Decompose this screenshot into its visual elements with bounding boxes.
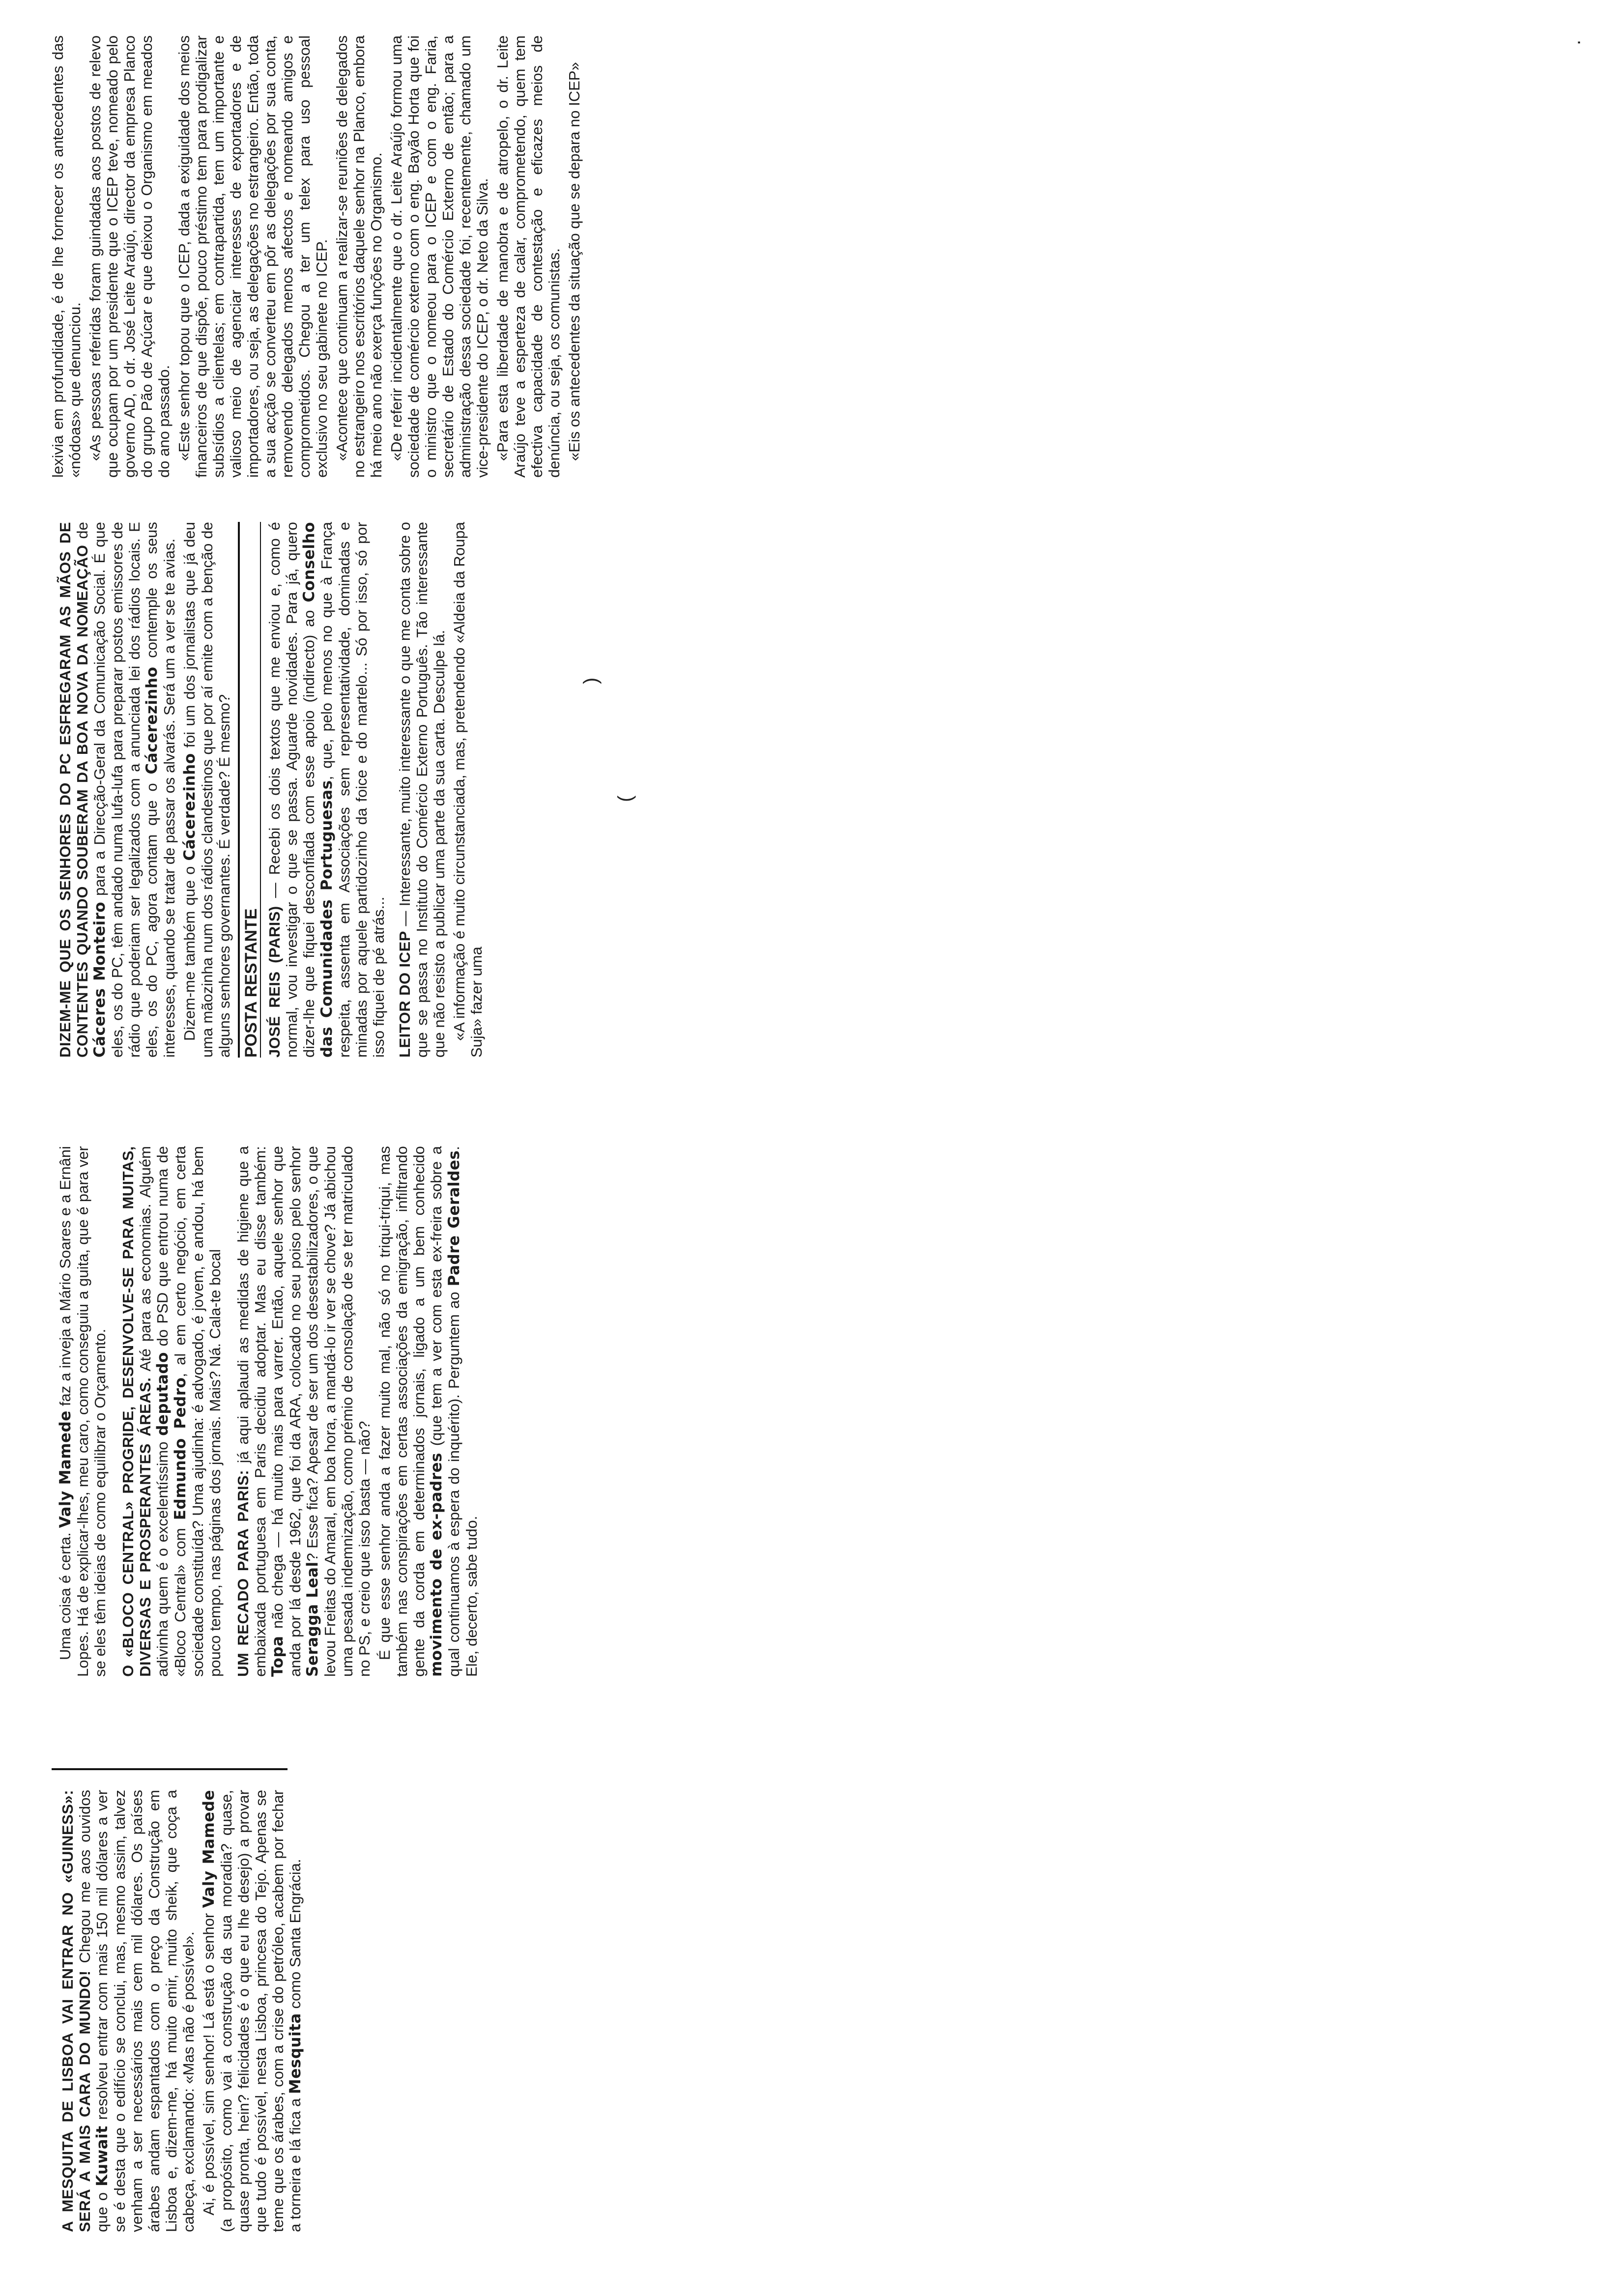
section-rule [238,522,240,1058]
column-dizem-me: DIZEM-ME QUE OS SENHORES DO PC ESFREGARAM AS MÃOS DE CONTENTES QUANDO SOUBERAM DA BOA NOVA DA NOMEAÇÃO de Cáceres Monteiro para a Direcção-Geral da Comunicação Social. É que eles, os do PC, têm andado numa lufa-lufa para preparar postos emissores de rádio que poderiam ser legalizados com a anunciada lei dos rádios locais. E eles, os do PC, agora contam que o Cácerezinho contemple os seus interesses, quando se tratar de passar os alvarás. Será um a ver se te avias. Dizem-me também que o Cácerezinho foi um dos jornalistas que já deu uma mãozinha num dos rádios clandestinos que por aí emite com a benção de alguns senhores governantes. É verdade? É mesmo? POSTA RESTANTE JOSÉ REIS (PARIS) — Recebi os dois textos que me enviou e, como é normal, vou investigar o que se passa. Aguarde novidades. Para já, quero dizer-lhe que fiquei desconfiada com esse apoio (indirecto) ao Conselho das Comunidades Portuguesas, que, pelo menos no que à França respeita, assenta em Associações sem representatividade, dominadas e minadas por aquele partidozinho da foice e do martelo... Só por isso, só por isso fiquei de pé atrás... LEITOR DO ICEP — Interessante, muito interessante o que me conta sobre o que se passa no Instituto do Comércio Externo Português. Tão interessante que não resisto a publicar uma parte da sua carta. Desculpe lá. «A informação é muito circunstanciada, mas, pretendendo «Aldeia da Roupa Suja» fazer uma [57,521,485,1058]
article-dizem-me: DIZEM-ME QUE OS SENHORES DO PC ESFREGARAM AS MÃOS DE CONTENTES QUANDO SOUBERAM DA BOA NOVA DA NOMEAÇÃO de Cáceres Monteiro para a Direcção-Geral da Comunicação Social. É que eles, os do PC, têm andado numa lufa-lufa para preparar postos emissores de rádio que poderiam ser legalizados com a anunciada lei dos rádios locais. E eles, os do PC, agora contam que o Cácerezinho contemple os seus interesses, quando se tratar de passar os alvarás. Será um a ver se te avias. [57,522,178,1058]
article-heading-mesquita: A MESQUITA DE LISBOA VAI ENTRAR NO «GUINESS»: SERÁ A MAIS CARA DO MUNDO! [59,1790,93,2232]
article-heading-bloco: O «BLOCO CENTRAL» PROGRIDE, DESENVOLVE-SE PARA MUITAS, DIVERSAS E PROSPERANTES ÁREAS. [119,1146,154,1677]
stray-mark: ) [580,677,602,684]
letter-leitor-icep: LEITOR DO ICEP — Interessante, muito interessante o que me conta sobre o que se passa no Instituto do Comércio Externo Português. Tão interessante que não resisto a publicar uma parte da sua carta. Desculpe lá. [396,522,448,1058]
column-mesquita: A MESQUITA DE LISBOA VAI ENTRAR NO «GUINESS»: SERÁ A MAIS CARA DO MUNDO! Chegou me aos ouvidos que o Kuwait resolveu entrar com mais 150 mil dólares a ver se é desta que o edifício se conclui, mas, mesmo assim, talvez venham a ser necessários mais cem mil dólares. Os países árabes andam espantados com o preço da Construção em Lisboa e, dizem-me, há muito emir, muito sheik, que coça a cabeça, exclamando: «Mas não é possível». Ai, é possível, sim senhor! Lá está o senhor Valy Mamede (a propósito, como vai a construção da sua moradia? quase, quase pronta, hein? felicidades é o que eu lhe desejo) a provar que tudo é possível, nesta Lisboa, princesa do Tejo. Apenas se teme que os árabes, com a crise do petróleo, acabem por fechar a torneira e lá fica a Mesquita como Santa Engrácia. [59,1789,304,2232]
stray-mark: . [1563,39,1584,45]
article-recado-paris: UM RECADO PARA PARIS: já aqui aplaudi as medidas de higiene que a embaixada portuguesa em Paris decidiu adoptar. Mas eu disse também: Topa não chega — há muito mais para varrer. Então, aquele senhor que anda por lá desde 1962, que foi da ARA, colocado no seu poiso pelo senhor Seragga Leal? Esse fica? Apesar de ser um dos desestabilizadores, o que levou Freitas do Amaral, em boa hora, a mandá-lo ir ver se chove? Já abichou uma pesada indemnização, como prémio de consolação de se ter matriculado no PS, e creio que isso basta — não? [234,1146,373,1677]
article-heading-dizem-me: DIZEM-ME QUE OS SENHORES DO PC ESFREGARAM AS MÃOS DE CONTENTES QUANDO SOUBERAM DA BOA NOVA DA NOMEAÇÃO [57,522,91,1058]
letter-jose-reis: JOSÉ REIS (PARIS) — Recebi os dois textos que me enviou e, como é normal, vou investigar o que se passa. Aguarde novidades. Para já, quero dizer-lhe que fiquei desconfiada com esse apoio (indirecto) ao Conselho das Comunidades Portuguesas, que, pelo menos no que à França respeita, assenta em Associações sem representatividade, dominadas e minadas por aquele partidozinho da foice e do martelo... Só por isso, só por isso fiquei de pé atrás... [266,521,387,1058]
article-bloco-central: O «BLOCO CENTRAL» PROGRIDE, DESENVOLVE-SE PARA MUITAS, DIVERSAS E PROSPERANTES ÁREAS. Até para as economias. Alguém adivinha quem é o excelentíssimo deputado do PSD que entrou numa de «Bloco Central» com Edmundo Pedro, al em certo negócio, em certa sociedade constituída? Uma ajudinha: é advogado, é jovem, e andou, há bem pouco tempo, nas páginas dos jornais. Mais? Ná. Cala-te bocal [119,1146,224,1677]
stray-mark: ( [614,795,636,802]
column-divider [52,1768,288,1770]
article-heading-recado: UM RECADO PARA PARIS: [234,1469,252,1677]
column-bloco-central: Uma coisa é certa. Valy Mamede faz a inveja a Mário Soares e a Ernâni Lopes. Há de explicar-lhes, meu caro, como conseguiu a guita, que é para ver se eles têm ideias de como equilibrar o Orçamento. O «BLOCO CENTRAL» PROGRIDE, DESENVOLVE-SE PARA MUITAS, DIVERSAS E PROSPERANTES ÁREAS. Até para as economias. Alguém adivinha quem é o excelentíssimo deputado do PSD que entrou numa de «Bloco Central» com Edmundo Pedro, al em certo negócio, em certa sociedade constituída? Uma ajudinha: é advogado, é jovem, e andou, há bem pouco tempo, nas páginas dos jornais. Mais? Ná. Cala-te bocal UM RECADO PARA PARIS: já aqui aplaudi as medidas de higiene que a embaixada portuguesa em Paris decidiu adoptar. Mas eu disse também: Topa não chega — há muito mais para varrer. Então, aquele senhor que anda por lá desde 1962, que foi da ARA, colocado no seu poiso pelo senhor Seragga Leal? Esse fica? Apesar de ser um dos desestabilizadores, o que levou Freitas do Amaral, em boa hora, a mandá-lo ir ver se chove? Já abichou uma pesada indemnização, como prémio de consolação de se ter matriculado no PS, e creio que isso basta — não? É que esse senhor anda a fazer muito mal, não só no triqui-triqui, mas também nas conspirações em certas associações da emigração, infiltrando gente da corda em determinados jornais, ligado a um bem conhecido movimento de ex-padres (que tem a ver com esta ex-freira sobre a qual continuamos à espera do inquérito). Perguntem ao Padre Geraldes. Ele, decerto, sabe tudo. [57,1146,480,1677]
section-title-posta-restante: POSTA RESTANTE [242,908,260,1058]
column-icep-letter: lexivia em profundidade, é de lhe fornecer os antecedentes das «nódoas» que denunciou. «As pessoas referidas foram guindadas aos postos de relevo que ocupam por um presidente que o ICEP teve, nomeado pelo governo AD, o dr. José Leite Araújo, director da empresa Planco do grupo Pão de Açúcar e que deixou o Organismo em meados do ano passado. «Este senhor topou que o ICEP, dada a exiguidade dos meios financeiros de que dispõe, pouco préstimo tem para prodigalizar subsídios a clientelas; em contrapartida, tem um importante e valioso meio de agenciar interesses de exportadores e de importadores, ou seja, as delegações no estrangeiro. Então, toda a sua acção se converteu em pôr as delegações por sua conta, removendo delegados menos afectos e nomeando amigos e comprometidos. Chegou a ter um telex para uso pessoal exclusivo no seu gabinete no ICEP. «Acontece que continuam a realizar-se reuniões de delegados no estrangeiro nos escritórios daquele senhor na Planco, embora há meio ano não exerça funções no Organismo. «De referir incidentalmente que o dr. Leite Araújo formou uma sociedade de comércio externo com o eng. Bayão Horta que foi o ministro que o nomeou para o ICEP e com o eng. Faria, secretário de Estado do Comércio Externo de então; para a administração dessa sociedade foi, recentemente, chamado um vice-presidente do ICEP, o dr. Neto da Silva. «Para esta liberdade de manobra e de atropelo, o dr. Leite Araújo teve a esperteza de calar, comprometendo, quem tem efectiva capacidade de contestação e eficazes meios de denúncia, ou seja, os comunistas. «Eis os antecedentes da situação que se depara no ICEP» [49,35,583,478]
intro-paragraph: Uma coisa é certa. Valy Mamede faz a inveja a Mário Soares e a Ernâni Lopes. Há de explicar-lhes, meu caro, como conseguiu a guita, que é para ver se eles têm ideias de como equilibrar o Orçamento. [57,1146,109,1677]
